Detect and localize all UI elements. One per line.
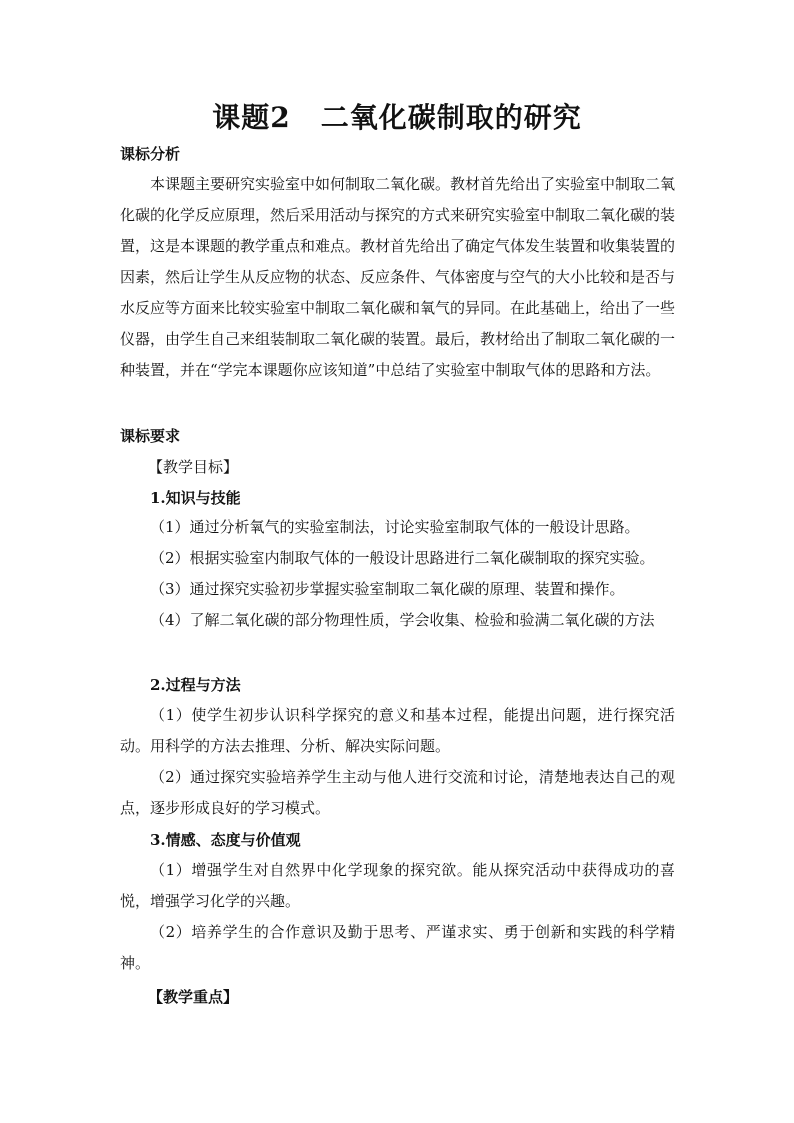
title-main: 二氧化碳制取的研究 bbox=[320, 101, 582, 134]
knowledge-item-1: （1）通过分析氧气的实验室制法，讨论实验室制取气体的一般设计思路。 bbox=[150, 518, 640, 536]
knowledge-item-2: （2）根据实验室内制取气体的一般设计思路进行二氧化碳制取的探究实验。 bbox=[150, 549, 655, 567]
title-prefix: 课题2 bbox=[212, 101, 291, 134]
knowledge-item-3: （3）通过探究实验初步掌握实验室制取二氧化碳的原理、装置和操作。 bbox=[150, 580, 625, 598]
attitude-item-1: （1）增强学生对自然界中化学现象的探究欲。能从探究活动中获得成功的喜悦，增强学习化学的兴趣。 bbox=[120, 861, 675, 910]
section-title-knowledge: 1.知识与技能 bbox=[150, 489, 241, 507]
section-title-process: 2.过程与方法 bbox=[150, 676, 241, 694]
analysis-paragraph: 本课题主要研究实验室中如何制取二氧化碳。教材首先给出了实验室中制取二氧化碳的化学反应原理，然后采用活动与探究的方式来研究实验室中制取二氧化碳的装置，这是本课题的教学重点和难点。教材首先给出了确定气体发生装置和收集装置的因素，然后让学生从反应物的状态、反应条件、气体密度与空气的大小比较和是否与水反应等方面来比较实验室中制取二氧化碳和氧气的异同。在此基础上，给出了一些仪器，由学生自己来组装制取二氧化碳的装置。最后，教材给出了制取二氧化碳的一种装置，并在“学完本课题你应该知道”中总结了实验室中制取气体的思路和方法。 bbox=[120, 175, 676, 379]
section-title-attitude: 3.情感、态度与价值观 bbox=[150, 831, 301, 849]
process-item-1: （1）使学生初步认识科学探究的意义和基本过程，能提出问题，进行探究活动。用科学的方法去推理、分析、解决实际问题。 bbox=[120, 706, 675, 755]
teaching-goals-label: 【教学目标】 bbox=[148, 458, 239, 476]
attitude-item-2: （2）培养学生的合作意识及勤于思考、严谨求实、勇于创新和实践的科学精神。 bbox=[120, 923, 675, 972]
analysis-heading: 课标分析 bbox=[120, 145, 181, 163]
requirements-heading: 课标要求 bbox=[120, 427, 181, 445]
knowledge-item-4: （4）了解二氧化碳的部分物理性质，学会收集、检验和验满二氧化碳的方法 bbox=[150, 611, 655, 629]
key-points-label: 【教学重点】 bbox=[148, 988, 239, 1006]
process-item-2: （2）通过探究实验培养学生主动与他人进行交流和讨论，清楚地表达自己的观点，逐步形成良好的学习模式。 bbox=[120, 768, 675, 817]
page-title bbox=[0, 98, 794, 138]
